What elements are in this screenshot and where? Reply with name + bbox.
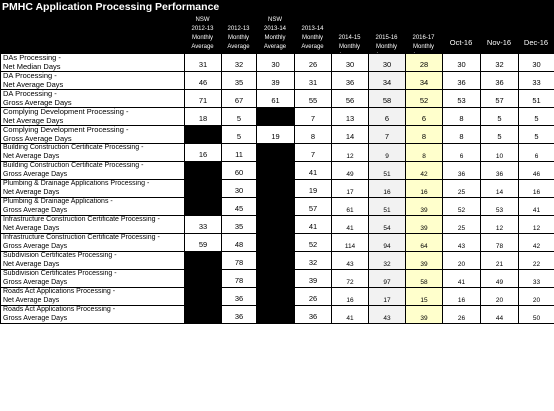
value-cell: 32 xyxy=(481,54,519,72)
value-cell: 17 xyxy=(369,288,406,306)
value-cell: 8 xyxy=(295,126,332,144)
value-cell: 50 xyxy=(519,306,554,324)
value-cell: 41 xyxy=(295,162,332,180)
value-cell: 33 xyxy=(519,270,554,288)
blank-cell xyxy=(185,270,222,288)
value-cell: 41 xyxy=(519,198,554,216)
value-cell: 42 xyxy=(519,234,554,252)
value-cell: 61 xyxy=(257,90,295,108)
value-cell: 14 xyxy=(481,180,519,198)
blank-cell xyxy=(185,288,222,306)
value-cell: 51 xyxy=(519,90,554,108)
table-row xyxy=(1,270,554,288)
row-label xyxy=(1,54,185,72)
value-cell: 16 xyxy=(519,180,554,198)
sheet-title: PMHC Application Processing Performance xyxy=(0,0,554,15)
column-header-line: Monthly xyxy=(191,35,213,41)
value-cell: 53 xyxy=(443,90,481,108)
column-header-line: Average xyxy=(227,44,250,50)
row-label-line: Infrastructure Construction Certificate Processing - xyxy=(3,234,160,241)
value-cell: 20 xyxy=(519,288,554,306)
row-label-line: Roads Act Applications Processing - xyxy=(3,306,116,313)
blank-cell xyxy=(257,306,295,324)
column-header-line: Nov-16 xyxy=(486,38,512,47)
value-cell: 8 xyxy=(443,126,481,144)
column-header-line: 2015-16 xyxy=(375,35,398,41)
column-header xyxy=(221,15,256,53)
value-cell: 78 xyxy=(222,252,257,270)
value-cell: 5 xyxy=(481,108,519,126)
value-cell: 44 xyxy=(481,306,519,324)
value-cell: 36 xyxy=(443,162,481,180)
blank-cell xyxy=(257,180,295,198)
value-cell: 49 xyxy=(481,270,519,288)
value-cell: 5 xyxy=(519,108,554,126)
value-cell: 36 xyxy=(481,72,519,90)
row-label-line: Net Average Days xyxy=(3,296,60,304)
column-header-line: 2014-15 xyxy=(338,35,361,41)
blank-cell xyxy=(257,108,295,126)
value-cell: 6 xyxy=(406,108,443,126)
row-label-line: Gross Average Days xyxy=(3,314,68,322)
value-cell: 26 xyxy=(443,306,481,324)
value-cell: 48 xyxy=(222,234,257,252)
row-label xyxy=(1,126,185,144)
row-label xyxy=(1,180,185,198)
row-label xyxy=(1,198,185,216)
value-cell: 30 xyxy=(369,54,406,72)
row-label xyxy=(1,288,185,306)
row-label-line: Net Average Days xyxy=(3,224,60,232)
table-row xyxy=(1,72,554,90)
performance-table xyxy=(0,53,554,324)
row-label-line: Net Median Days xyxy=(3,61,61,71)
value-cell: 20 xyxy=(443,252,481,270)
value-cell: 31 xyxy=(185,54,222,72)
column-header-line: Dec-16 xyxy=(523,38,549,47)
value-cell: 26 xyxy=(295,288,332,306)
value-cell: 30 xyxy=(332,54,369,72)
value-cell: 41 xyxy=(295,216,332,234)
value-cell: 72 xyxy=(332,270,369,288)
value-cell: 51 xyxy=(369,162,406,180)
table-row xyxy=(1,54,554,72)
blank-cell xyxy=(257,288,295,306)
value-cell: 11 xyxy=(222,144,257,162)
value-cell: 52 xyxy=(295,234,332,252)
value-cell: 42 xyxy=(406,162,443,180)
row-label-line: Building Construction Certificate Processing - xyxy=(3,144,144,151)
value-cell: 71 xyxy=(185,90,222,108)
value-cell: 19 xyxy=(295,180,332,198)
row-label-line: Building Construction Certificate Processing - xyxy=(3,162,144,169)
table-row xyxy=(1,252,554,270)
value-cell: 57 xyxy=(295,198,332,216)
value-cell: 34 xyxy=(406,72,443,90)
blank-cell xyxy=(257,252,295,270)
value-cell: 43 xyxy=(443,234,481,252)
value-cell: 7 xyxy=(295,144,332,162)
value-cell: 13 xyxy=(332,108,369,126)
value-cell: 8 xyxy=(443,108,481,126)
value-cell: 46 xyxy=(519,162,554,180)
value-cell: 45 xyxy=(222,198,257,216)
value-cell: 64 xyxy=(406,234,443,252)
table-row xyxy=(1,144,554,162)
column-header-line: Monthly xyxy=(227,35,249,41)
value-cell: 97 xyxy=(369,270,406,288)
row-label-line: Gross Average Days xyxy=(3,133,72,143)
value-cell: 5 xyxy=(519,126,554,144)
row-label-line: DA Processing - xyxy=(3,71,57,80)
value-cell: 9 xyxy=(369,144,406,162)
value-cell: 16 xyxy=(406,180,443,198)
table-row xyxy=(1,108,554,126)
column-header-line: 2013-14 xyxy=(301,26,324,32)
row-label xyxy=(1,144,185,162)
value-cell: 16 xyxy=(332,288,369,306)
blank-cell xyxy=(257,216,295,234)
column-header-line: Monthly xyxy=(412,44,434,50)
value-cell: 114 xyxy=(332,234,369,252)
column-header-line: Average xyxy=(301,44,324,50)
value-cell: 52 xyxy=(406,90,443,108)
value-cell: 12 xyxy=(481,216,519,234)
row-label-line: Complying Development Processing - xyxy=(3,107,129,116)
row-label xyxy=(1,72,185,90)
row-label xyxy=(1,270,185,288)
table-row xyxy=(1,180,554,198)
value-cell: 5 xyxy=(222,126,257,144)
row-label xyxy=(1,162,185,180)
value-cell: 36 xyxy=(222,288,257,306)
value-cell: 22 xyxy=(519,252,554,270)
value-cell: 51 xyxy=(369,198,406,216)
row-label-line: Net Average Days xyxy=(3,188,60,196)
value-cell: 36 xyxy=(443,72,481,90)
row-label xyxy=(1,90,185,108)
table-row xyxy=(1,90,554,108)
column-header-line: 2016-17 xyxy=(412,35,435,41)
value-cell: 35 xyxy=(222,72,257,90)
value-cell: 14 xyxy=(332,126,369,144)
row-label-line: Net Average Days xyxy=(3,260,60,268)
blank-cell xyxy=(185,162,222,180)
value-cell: 41 xyxy=(443,270,481,288)
blank-cell xyxy=(185,198,222,216)
value-cell: 78 xyxy=(481,234,519,252)
column-header xyxy=(331,15,368,59)
value-cell: 41 xyxy=(332,216,369,234)
value-cell: 16 xyxy=(369,180,406,198)
value-cell: 39 xyxy=(406,306,443,324)
value-cell: 39 xyxy=(406,216,443,234)
value-cell: 12 xyxy=(519,216,554,234)
value-cell: 10 xyxy=(481,144,519,162)
blank-cell xyxy=(257,234,295,252)
value-cell: 30 xyxy=(443,54,481,72)
value-cell: 30 xyxy=(222,180,257,198)
value-cell: 18 xyxy=(185,108,222,126)
value-cell: 58 xyxy=(369,90,406,108)
value-cell: 32 xyxy=(369,252,406,270)
value-cell: 33 xyxy=(185,216,222,234)
value-cell: 32 xyxy=(295,252,332,270)
row-label xyxy=(1,234,185,252)
row-label-line: Net Average Days xyxy=(3,115,64,125)
value-cell: 61 xyxy=(332,198,369,216)
value-cell: 36 xyxy=(295,306,332,324)
row-label-line: Subdivision Certificates Processing - xyxy=(3,252,117,259)
column-header-line: Average xyxy=(338,53,361,59)
row-label-line: DAs Processing - xyxy=(3,53,61,62)
value-cell: 21 xyxy=(481,252,519,270)
value-cell: 60 xyxy=(222,162,257,180)
value-cell: 35 xyxy=(222,216,257,234)
value-cell: 16 xyxy=(185,144,222,162)
value-cell: 36 xyxy=(481,162,519,180)
table-row xyxy=(1,162,554,180)
row-label-line: Plumbing & Drainage Applications - xyxy=(3,198,113,205)
value-cell: 7 xyxy=(369,126,406,144)
column-header xyxy=(442,15,480,53)
value-cell: 53 xyxy=(481,198,519,216)
value-cell: 6 xyxy=(519,144,554,162)
value-cell: 30 xyxy=(519,54,554,72)
table-body xyxy=(1,54,554,324)
column-header xyxy=(294,15,331,53)
value-cell: 5 xyxy=(222,108,257,126)
value-cell: 43 xyxy=(332,252,369,270)
column-header-line: Oct-16 xyxy=(449,38,473,47)
column-header xyxy=(480,15,518,53)
value-cell: 34 xyxy=(369,72,406,90)
column-header-line: 2013-14 xyxy=(263,26,287,32)
row-label-line: Gross Average Days xyxy=(3,97,72,107)
table-row xyxy=(1,198,554,216)
value-cell: 17 xyxy=(332,180,369,198)
column-header xyxy=(368,15,405,53)
value-cell: 15 xyxy=(406,288,443,306)
value-cell: 43 xyxy=(369,306,406,324)
value-cell: 55 xyxy=(295,90,332,108)
row-label xyxy=(1,252,185,270)
value-cell: 32 xyxy=(222,54,257,72)
blank-cell xyxy=(257,270,295,288)
row-label-line: Roads Act Applications Processing - xyxy=(3,288,116,295)
value-cell: 46 xyxy=(185,72,222,90)
blank-cell xyxy=(185,306,222,324)
column-header-line: Monthly xyxy=(301,35,323,41)
row-label-line: Plumbing & Drainage Applications Processing - xyxy=(3,180,150,187)
value-cell: 39 xyxy=(406,252,443,270)
value-cell: 39 xyxy=(406,198,443,216)
blank-cell xyxy=(257,198,295,216)
value-cell: 52 xyxy=(443,198,481,216)
value-cell: 54 xyxy=(369,216,406,234)
row-label-line: Net Average Days xyxy=(3,79,64,89)
column-header-line: Monthly xyxy=(338,44,360,50)
row-label-line: Gross Average Days xyxy=(3,206,68,214)
row-label-line: Gross Average Days xyxy=(3,278,68,286)
value-cell: 33 xyxy=(519,72,554,90)
value-cell: 41 xyxy=(332,306,369,324)
row-label-line: DA Processing - xyxy=(3,89,57,98)
table-row xyxy=(1,234,554,252)
column-header-line: Monthly xyxy=(375,44,397,50)
table-row xyxy=(1,216,554,234)
column-header-line: Average xyxy=(263,44,287,50)
value-cell: 78 xyxy=(222,270,257,288)
value-cell: 26 xyxy=(295,54,332,72)
blank-cell xyxy=(185,126,222,144)
column-header-line: 2012-13 xyxy=(227,26,250,32)
value-cell: 30 xyxy=(257,54,295,72)
value-cell: 25 xyxy=(443,216,481,234)
row-label-line: Complying Development Processing - xyxy=(3,125,129,134)
column-header-line: Monthly xyxy=(264,35,286,41)
table-row xyxy=(1,306,554,324)
value-cell: 7 xyxy=(295,108,332,126)
value-cell: 25 xyxy=(443,180,481,198)
row-label-line: Gross Average Days xyxy=(3,170,68,178)
value-cell: 8 xyxy=(406,126,443,144)
table-row xyxy=(1,288,554,306)
column-header xyxy=(518,15,554,53)
value-cell: 39 xyxy=(295,270,332,288)
blank-cell xyxy=(185,252,222,270)
value-cell: 36 xyxy=(222,306,257,324)
column-header xyxy=(405,15,442,53)
value-cell: 58 xyxy=(406,270,443,288)
row-label-line: Gross Average Days xyxy=(3,242,68,250)
row-label xyxy=(1,216,185,234)
value-cell: 16 xyxy=(443,288,481,306)
blank-cell xyxy=(257,144,295,162)
value-cell: 28 xyxy=(406,54,443,72)
value-cell: 56 xyxy=(332,90,369,108)
value-cell: 5 xyxy=(481,126,519,144)
value-cell: 59 xyxy=(185,234,222,252)
column-header-line: 2012-13 xyxy=(191,26,214,32)
row-label xyxy=(1,108,185,126)
value-cell: 94 xyxy=(369,234,406,252)
column-header-line: NSW xyxy=(268,17,282,23)
value-cell: 39 xyxy=(257,72,295,90)
value-cell: 67 xyxy=(222,90,257,108)
column-header xyxy=(256,15,294,53)
value-cell: 49 xyxy=(332,162,369,180)
column-header xyxy=(184,15,221,53)
value-cell: 19 xyxy=(257,126,295,144)
value-cell: 20 xyxy=(481,288,519,306)
row-label xyxy=(1,306,185,324)
column-header-line: Average xyxy=(191,44,214,50)
row-label-line: Infrastructure Construction Certificate Processing - xyxy=(3,216,160,223)
blank-cell xyxy=(185,180,222,198)
blank-cell xyxy=(257,162,295,180)
value-cell: 36 xyxy=(332,72,369,90)
value-cell: 31 xyxy=(295,72,332,90)
row-label-line: Net Average Days xyxy=(3,152,60,160)
value-cell: 57 xyxy=(481,90,519,108)
column-header-line: NSW xyxy=(195,17,210,23)
value-cell: 8 xyxy=(406,144,443,162)
table-row xyxy=(1,126,554,144)
value-cell: 12 xyxy=(332,144,369,162)
value-cell: 6 xyxy=(369,108,406,126)
value-cell: 6 xyxy=(443,144,481,162)
row-label-line: Subdivision Certificates Processing - xyxy=(3,270,117,277)
